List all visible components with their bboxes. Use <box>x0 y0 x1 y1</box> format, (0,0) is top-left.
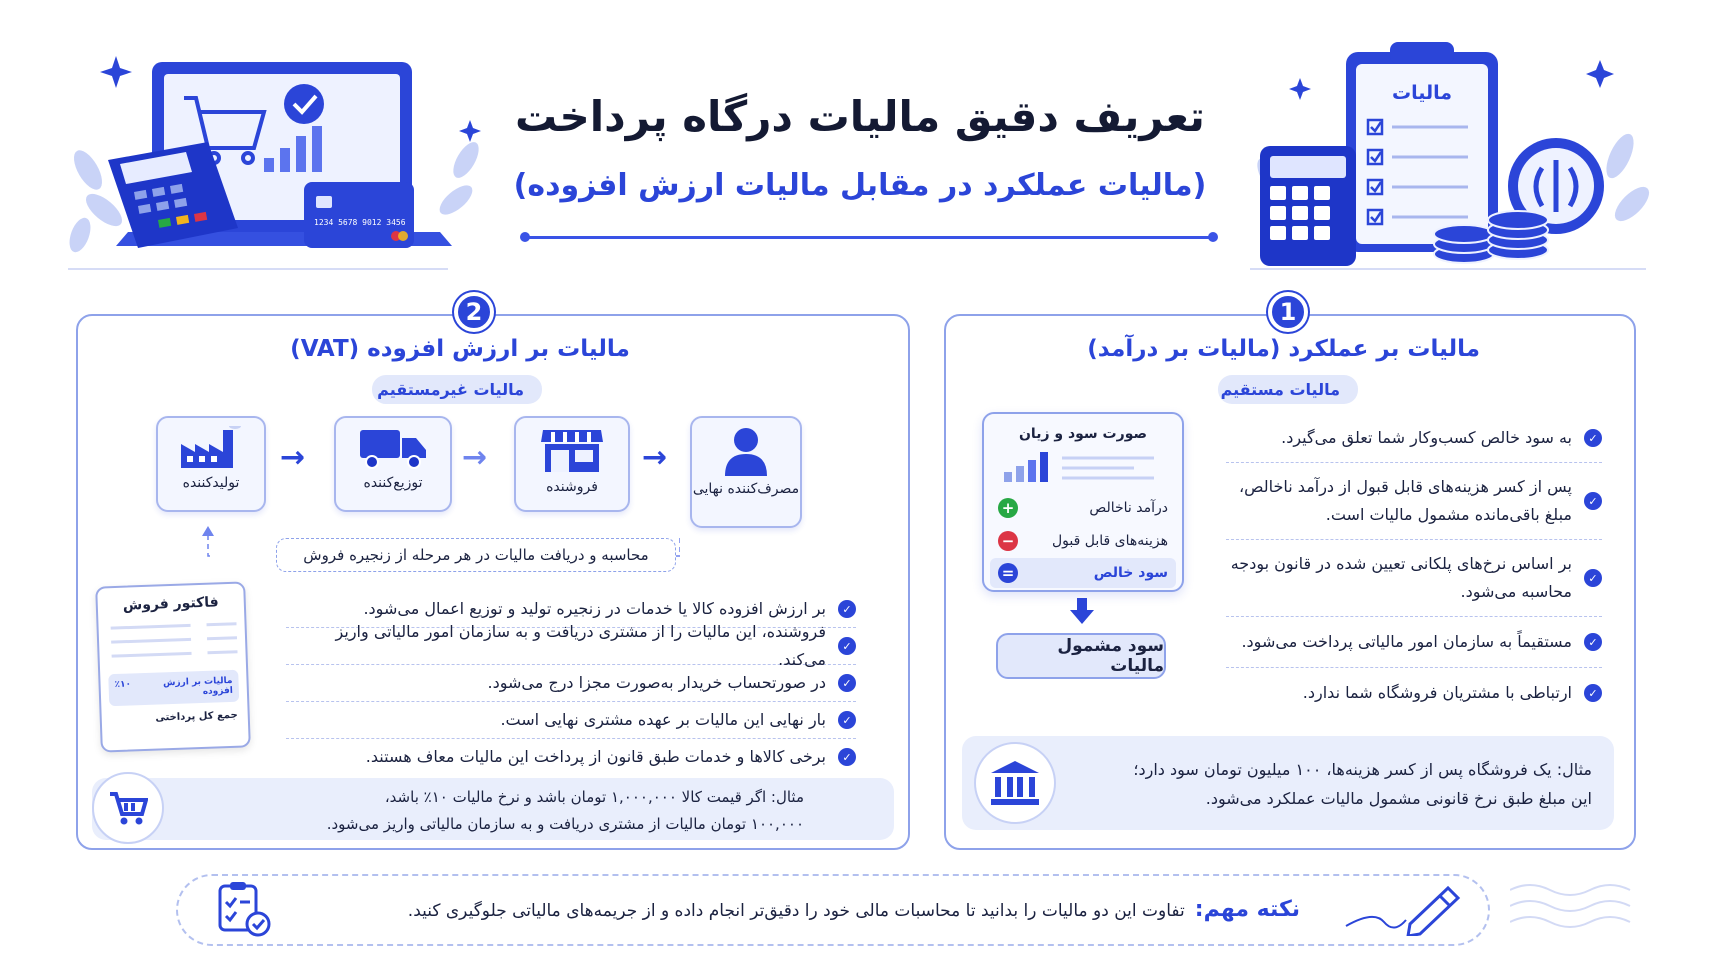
clipboard-icon <box>1346 42 1498 252</box>
example-line: ۱۰۰,۰۰۰ تومان مالیات از مشتری دریافت و به سازمان مالیاتی واریز می‌شود. <box>326 815 804 833</box>
flow-label: تولیدکننده <box>182 475 240 491</box>
list-item: ✓ بار نهایی این مالیات بر عهده مشتری نهایی است. <box>286 705 856 735</box>
example-line: مثال: یک فروشگاه پس از کسر هزینه‌ها، ۱۰۰ میلیون تومان سود دارد؛ <box>1133 760 1592 779</box>
list-item: ✓ ارتباطی با مشتریان فروشگاه شما ندارد. <box>1226 674 1602 712</box>
tax-illustration <box>1240 36 1650 272</box>
check-icon: ✓ <box>1584 429 1602 447</box>
flow-distributor <box>334 416 452 512</box>
example-line: مثال: اگر قیمت کالا ۱,۰۰۰,۰۰۰ تومان باشد و نرخ مالیات ۱۰٪ باشد، <box>384 788 804 806</box>
invoice-vat-rate: ٪۱۰ <box>114 679 132 691</box>
list-item: ✓ فروشنده، این مالیات را از مشتری دریافت و به سازمان امور مالیاتی واریز می‌کند. <box>286 631 856 661</box>
divider <box>1226 539 1602 540</box>
divider <box>1226 462 1602 463</box>
list-item: ✓ مستقیماً به سازمان امور مالیاتی پرداخت می‌شود. <box>1226 623 1602 661</box>
check-icon: ✓ <box>1584 633 1602 651</box>
check-icon: ✓ <box>1584 684 1602 702</box>
income-tax-bullets <box>1226 420 1602 712</box>
panel-number-badge: 2 <box>454 292 494 332</box>
flow-label: فروشنده <box>546 479 598 495</box>
note-text: تفاوت این دو مالیات را بدانید تا محاسبات مالی خود را دقیق‌تر انجام داده و از جریمه‌های مالیاتی جلوگیری کنید. <box>407 901 1185 921</box>
decorative-waves <box>1510 876 1650 946</box>
list-item: ✓ بر ارزش افزوده کالا یا خدمات در زنجیره تولید و توزیع اعمال می‌شود. <box>286 594 856 624</box>
example-line: این مبلغ طبق نرخ قانونی مشمول مالیات عملکرد می‌شود. <box>1205 788 1592 808</box>
divider <box>1226 667 1602 668</box>
pl-row-gross-income <box>998 498 1168 518</box>
check-icon: ✓ <box>1584 569 1602 587</box>
sales-invoice <box>95 581 251 752</box>
flow-producer <box>156 416 266 512</box>
divider <box>286 701 856 702</box>
pl-row-label: درآمد ناخالص <box>1089 500 1168 516</box>
vat-example-text <box>164 784 804 838</box>
direct-tax-tag: مالیات مستقیم <box>1218 375 1358 404</box>
checkmark-icon <box>284 84 324 124</box>
vat-bullets <box>286 594 856 772</box>
pen-icon <box>1344 880 1464 936</box>
list-item: ✓ پس از کسر هزینه‌های قابل قبول از درآمد ناخالص، مبلغ باقی‌مانده مشمول مالیات است. <box>1226 469 1602 533</box>
arrow-right-icon: → <box>280 440 306 475</box>
page-title: تعریف دقیق مالیات درگاه پرداخت <box>515 92 1205 141</box>
store-icon <box>539 426 605 474</box>
pl-row-expenses <box>998 531 1168 551</box>
checklist-icon <box>216 880 272 938</box>
list-item: ✓ در صورتحساب خریدار به‌صورت مجزا درج می‌شود. <box>286 668 856 698</box>
credit-card-icon <box>304 182 414 248</box>
profit-loss-title: صورت سود و زیان <box>1018 426 1147 442</box>
list-item: ✓ به سود خالص کسب‌وکار شما تعلق می‌گیرد. <box>1226 420 1602 456</box>
factory-icon <box>179 426 243 470</box>
invoice-vat-row <box>108 670 239 707</box>
card-number: 1234 5678 9012 3456 <box>314 218 406 227</box>
title-divider <box>524 236 1214 239</box>
person-icon <box>723 426 769 476</box>
check-icon: ✓ <box>838 674 856 692</box>
check-icon: ✓ <box>838 600 856 618</box>
income-tax-title: مالیات بر عملکرد (مالیات بر درآمد) <box>1087 336 1480 362</box>
divider <box>286 738 856 739</box>
check-icon: ✓ <box>1584 492 1602 510</box>
arrow-right-icon: → <box>642 440 668 475</box>
calculator-icon <box>1260 146 1356 266</box>
flow-label: مصرف‌کننده نهایی <box>692 481 800 497</box>
equals-icon: = <box>998 563 1018 583</box>
important-note <box>290 897 1300 922</box>
vat-example-box <box>92 778 894 840</box>
bank-icon <box>974 742 1056 824</box>
check-icon: ✓ <box>838 637 856 655</box>
page-subtitle: (مالیات عملکرد در مقابل مالیات ارزش افزوده) <box>513 168 1207 203</box>
flow-seller <box>514 416 630 512</box>
vat-title: مالیات بر ارزش افزوده (VAT) <box>290 336 630 362</box>
plus-icon: + <box>998 498 1018 518</box>
minus-icon: − <box>998 531 1018 551</box>
indirect-tax-tag: مالیات غیرمستقیم <box>372 375 542 404</box>
panel-number-badge: 1 <box>1268 292 1308 332</box>
profit-loss-card <box>982 412 1184 592</box>
check-icon: ✓ <box>838 711 856 729</box>
flow-consumer <box>690 416 802 528</box>
taxable-profit-box: سود مشمول مالیات <box>996 633 1166 679</box>
bar-chart-icon <box>1004 450 1164 484</box>
chain-tax-note: محاسبه و دریافت مالیات در هر مرحله از زنجیره فروش <box>276 538 676 572</box>
invoice-vat-label: مالیات بر ارزش افزوده <box>162 675 234 697</box>
list-item: ✓ برخی کالاها و خدمات طبق قانون از پرداخت این مالیات معاف هستند. <box>286 742 856 772</box>
invoice-lines <box>110 618 238 668</box>
flow-label: توزیع‌کننده <box>363 475 423 491</box>
payment-illustration <box>68 50 488 270</box>
arrow-down-icon <box>1070 598 1094 624</box>
pl-row-label: سود خالص <box>1093 565 1168 581</box>
note-label: نکته مهم: <box>1194 897 1300 922</box>
arrow-right-icon: → <box>462 440 488 475</box>
list-item: ✓ بر اساس نرخ‌های پلکانی تعیین شده در قانون بودجه محاسبه می‌شود. <box>1226 546 1602 610</box>
cart-icon <box>92 772 164 844</box>
truck-icon <box>358 426 428 470</box>
income-example-text <box>1072 756 1592 814</box>
pl-row-label: هزینه‌های قابل قبول <box>1051 533 1168 549</box>
check-icon: ✓ <box>838 748 856 766</box>
income-example-box <box>962 736 1614 830</box>
invoice-total-label: جمع کل پرداختی <box>155 709 238 724</box>
clipboard-title: مالیات <box>1391 82 1452 104</box>
invoice-title: فاکتور فروش <box>122 594 219 614</box>
divider <box>1226 616 1602 617</box>
pl-row-net-profit <box>990 558 1176 588</box>
